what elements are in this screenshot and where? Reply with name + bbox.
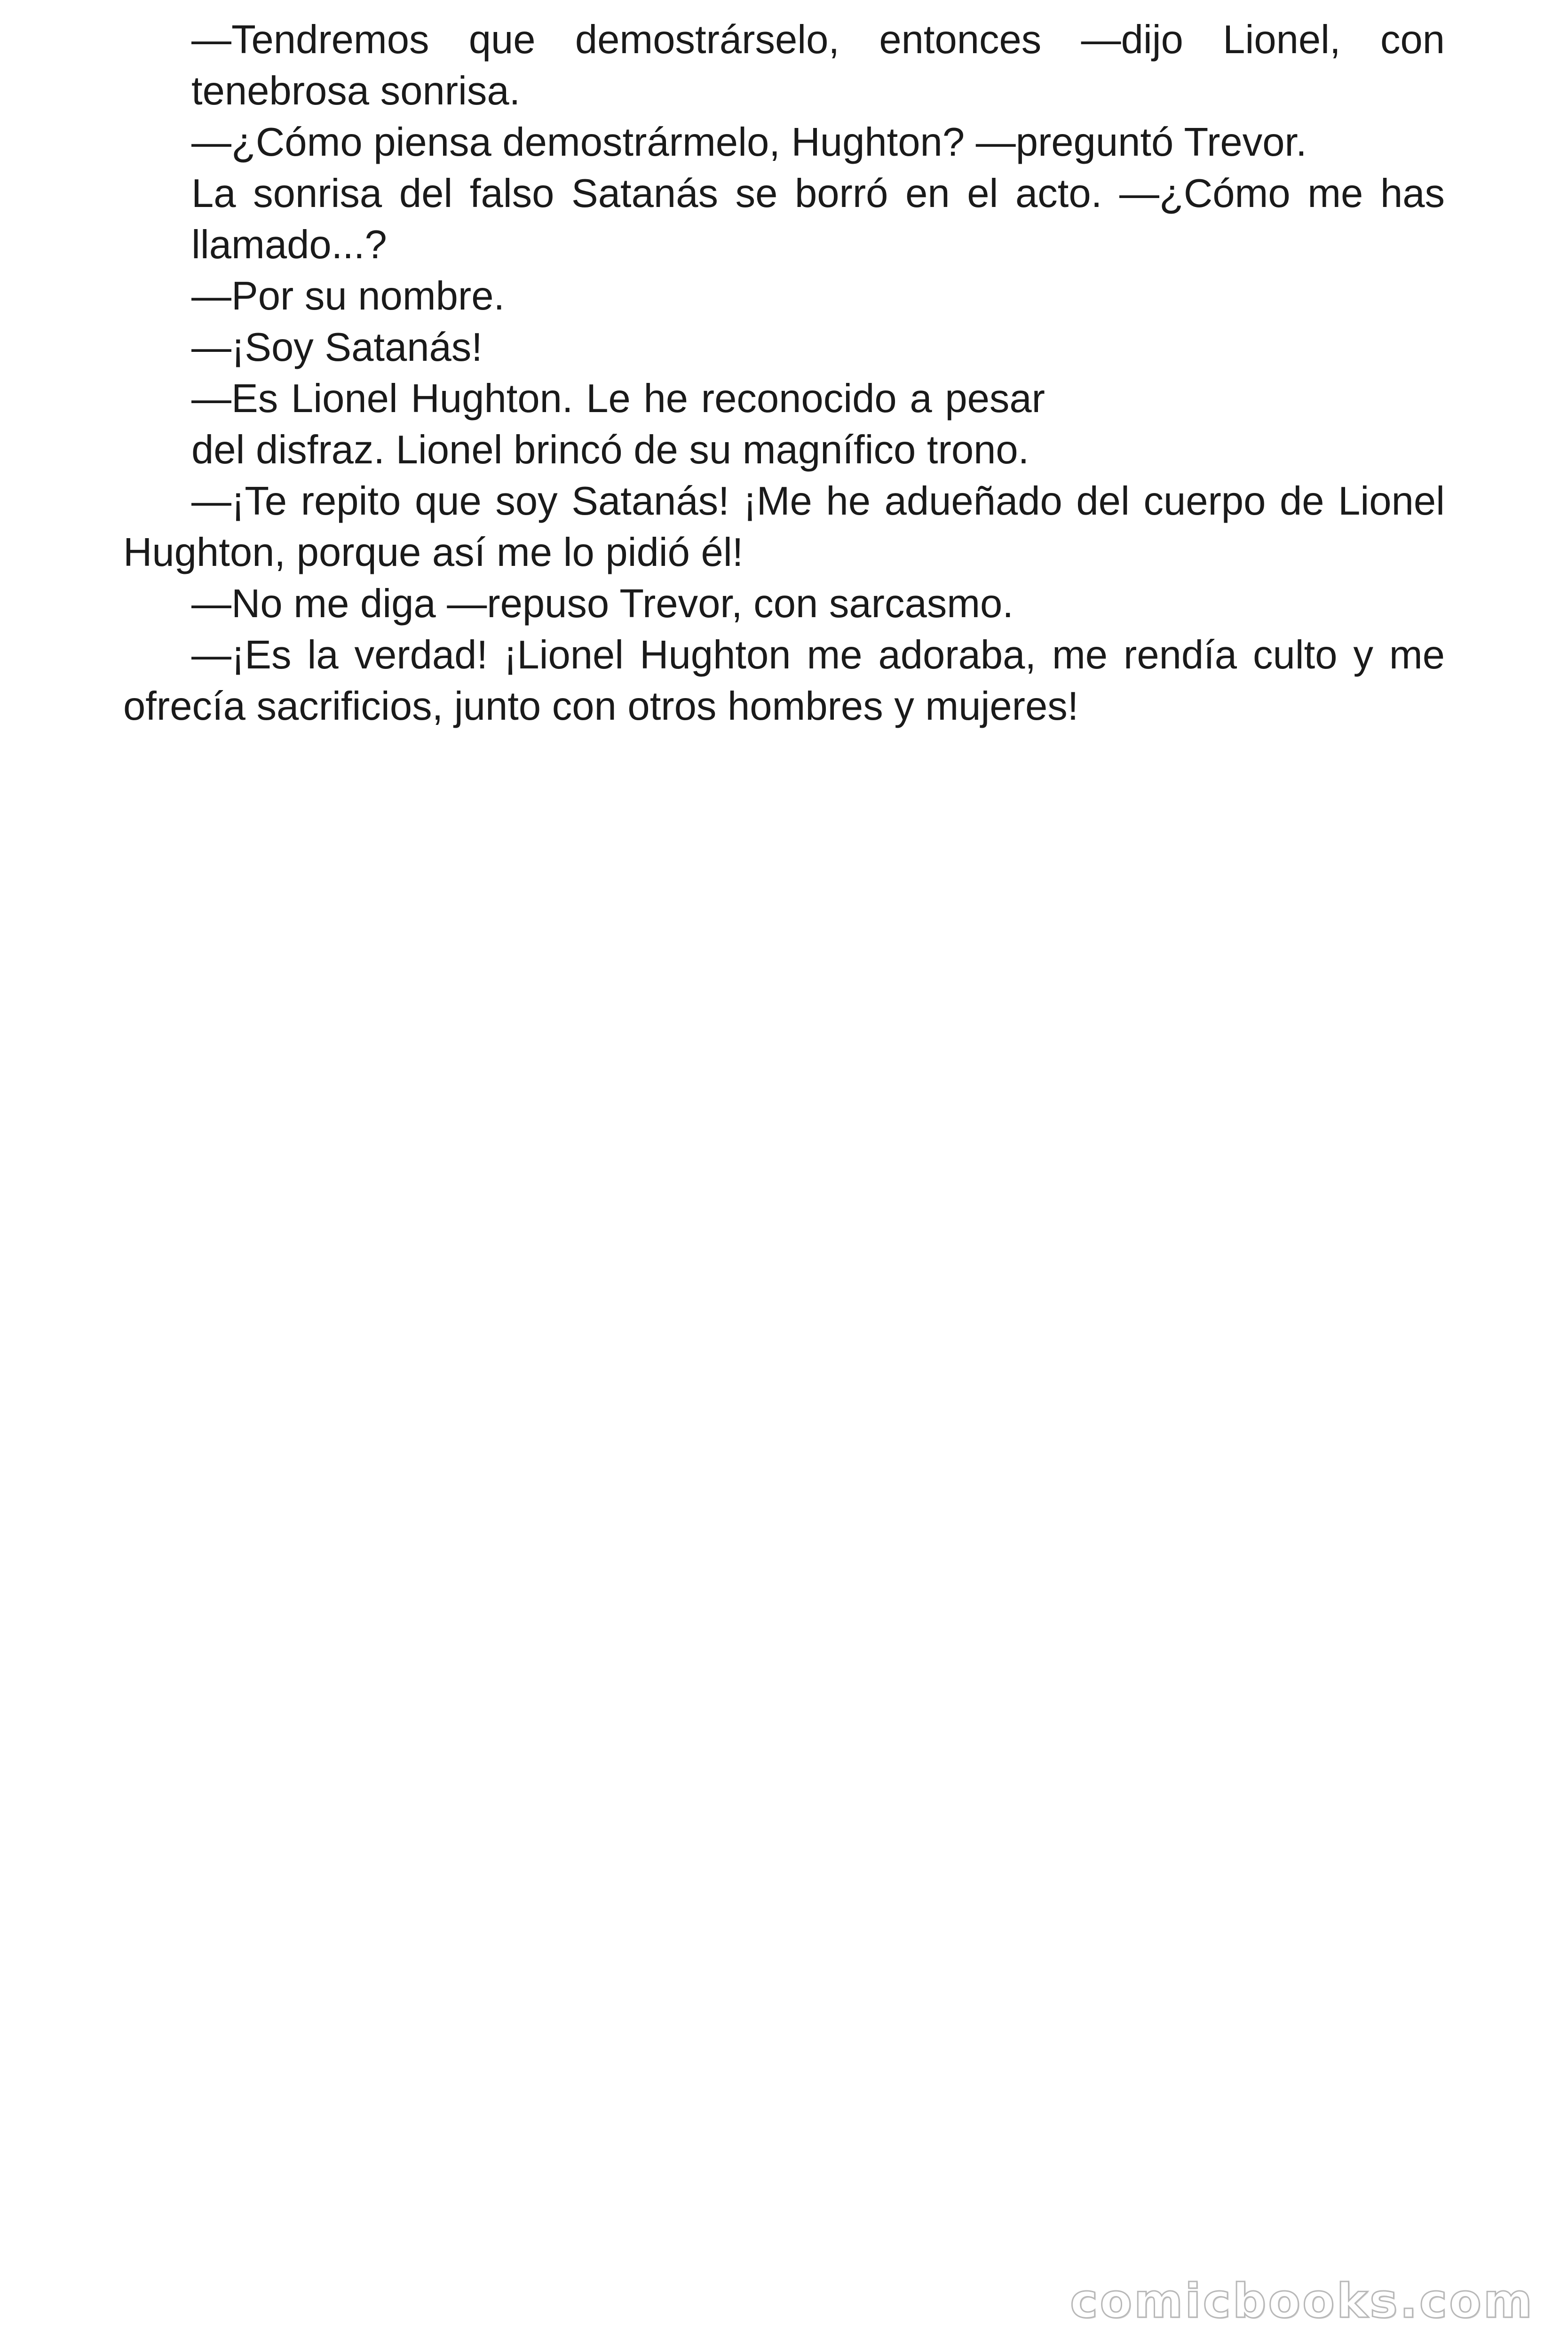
body-text	[123, 14, 1445, 732]
paragraph-2: —¿Cómo piensa demostrármelo, Hughton? —preguntó Trevor.	[191, 120, 1307, 165]
site-watermark: comicbooks.com	[1070, 2273, 1534, 2328]
paragraph-7: —¡Te repito que soy Satanás! ¡Me he adueñado del cuerpo de Lionel Hughton, porque así me lo pidió él!	[123, 479, 1445, 575]
paragraph-9: —¡Es la verdad! ¡Lionel Hughton me adoraba, me rendía culto y me ofrecía sacrificios, junto con otros hombres y mujeres!	[123, 633, 1445, 729]
paragraph-6: —Es Lionel Hughton. Le he reconocido a pesar del disfraz. Lionel brincó de su magnífico trono.	[191, 376, 1045, 472]
paragraph-4: —Por su nombre.	[191, 274, 505, 318]
paragraph-1: —Tendremos que demostrárselo, entonces —dijo Lionel, con tenebrosa sonrisa.	[191, 17, 1445, 113]
paragraph-3: La sonrisa del falso Satanás se borró en el acto. —¿Cómo me has llamado...?	[191, 171, 1445, 267]
paragraph-8: —No me diga —repuso Trevor, con sarcasmo.	[191, 581, 1014, 626]
paragraph-5: —¡Soy Satanás!	[191, 325, 483, 370]
